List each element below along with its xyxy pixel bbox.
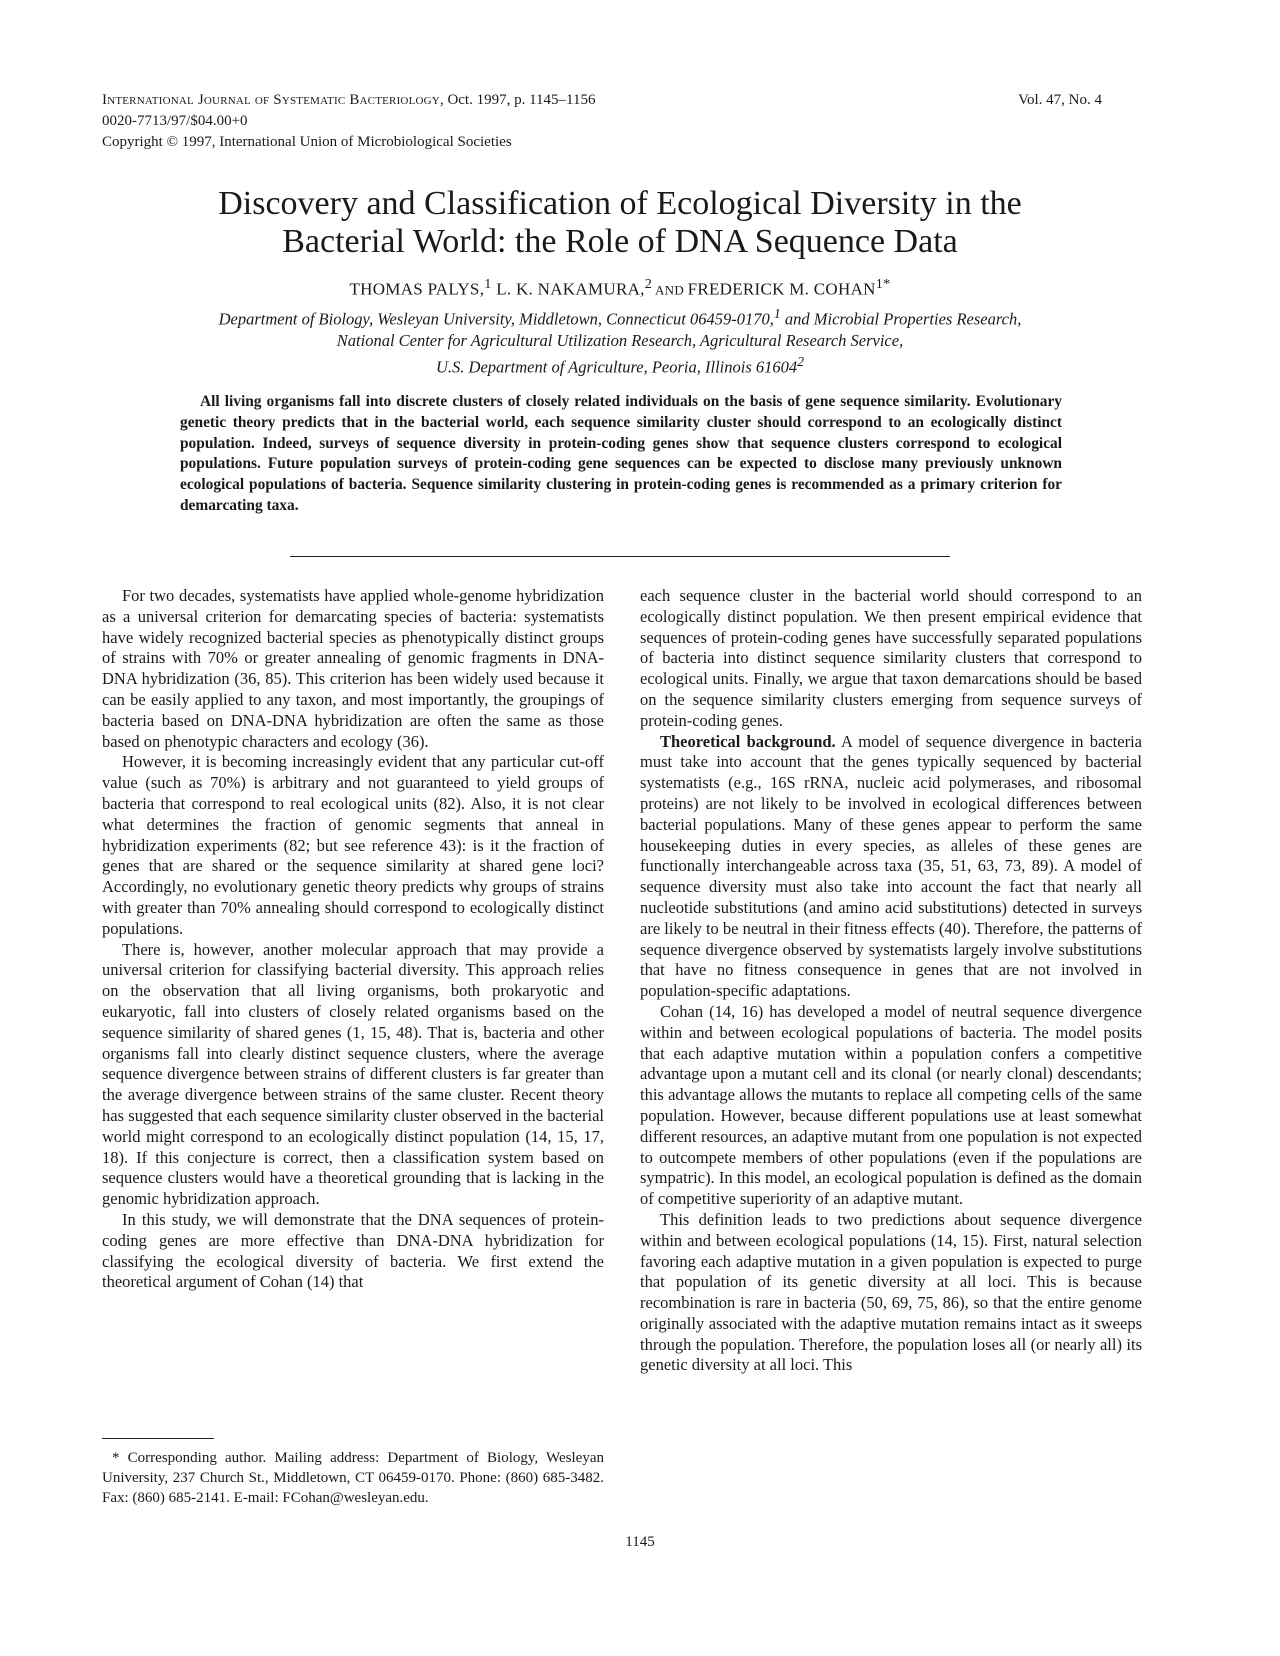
author-cohan: FREDERICK M. COHAN [687, 279, 876, 299]
affiliation-marker: 2 [797, 353, 804, 369]
affiliation-marker: 2 [644, 276, 653, 292]
body-paragraph: There is, however, another molecular approach that may provide a universal criterion for classifying bacterial diversity. This approach relies on the observation that all living organisms, both prokaryotic and eukaryotic, fall into clusters of closely related organisms based on the sequence similarity of shared genes (1, 15, 48). That is, bacteria and other organisms fall into clearly distinct sequence clusters, where the average sequence divergence between strains of different clusters is far greater than the average divergence between strains of the same cluster. Recent theory has suggested that each sequence similarity cluster observed in the bacterial world might correspond to an ecologically distinct population (14, 15, 17, 18). If this conjecture is correct, then a classification system based on sequence clusters would have a theoretical grounding that is lacking in the genomic hybridization approach. [102, 939, 604, 1209]
affiliation-line-2: National Center for Agricultural Utilization Research, Agricultural Research Service, [336, 330, 904, 350]
affiliation-text: U.S. Department of Agriculture, Peoria, Illinois 61604 [435, 357, 798, 376]
volume-issue: Vol. 47, No. 4 [1018, 92, 1102, 108]
title-line-1: Discovery and Classification of Ecological Diversity in the [218, 185, 1022, 222]
author-conjunction: AND [652, 282, 688, 298]
affiliations [130, 303, 1110, 377]
citation-details: , Oct. 1997, p. 1145–1156 [439, 92, 596, 108]
abstract: All living organisms fall into discrete clusters of closely related individuals on the basis of gene sequence similarity. Evolutionary genetic theory predicts that in the bacterial world, each sequence similarity cluster should correspond to an ecologically distinct population. Indeed, surveys of sequence diversity in protein-coding genes show that sequence clusters correspond to ecological populations. Future population surveys of protein-coding gene sequences can be expected to disclose many previously unknown ecological populations of bacteria. Sequence similarity clustering in protein-coding genes is recommended as a primary criterion for demarcating taxa. [180, 393, 1062, 514]
copyright-line: Copyright © 1997, International Union of Microbiological Societies [102, 134, 512, 150]
running-head [102, 90, 1102, 153]
body-paragraph [640, 732, 1142, 1002]
body-paragraph: Cohan (14, 16) has developed a model of neutral sequence divergence within and between ecological populations of bacteria. The model posits that each adaptive mutation within a population confers a competitive advantage upon a mutant cell and its clonal (or nearly clonal) descendants; this advantage allows the mutants to replace all competing cells of the same population. However, because different populations use at least somewhat different resources, an adaptive mutant from one population is not expected to outcompete members of other populations (even if the populations are sympatric). In this model, an ecological population is defined as the domain of competitive superiority of an adaptive mutant. [640, 1001, 1142, 1209]
abstract-divider [290, 556, 950, 557]
journal-name: International Journal of Systematic Bacteriology [102, 92, 440, 108]
corresponding-author-footnote: * Corresponding author. Mailing address: Department of Biology, Wesleyan University, 237 Church St., Middletown, CT 06459-0170. Phone: (860) 685-3482. Fax: (860) 685-2141. E-mail: FCohan@wesleyan.edu. [102, 1450, 604, 1506]
affiliation-line-1 [130, 303, 1110, 330]
author-list [120, 273, 1120, 302]
affiliation-marker: 1 [875, 276, 884, 292]
affiliation-text: Department of Biology, Wesleyan University, Middletown, Connecticut 06459-0170, [218, 309, 774, 329]
affiliation-marker: 1 [773, 306, 781, 321]
body-paragraph: In this study, we will demonstrate that the DNA sequences of protein-coding genes are more effective than DNA-DNA hybridization for classifying the ecological diversity of bacteria. We first extend the theoretical argument of Cohan (14) that [102, 1209, 604, 1292]
author-nakamura: L. K. NAKAMURA, [491, 279, 645, 299]
body-paragraph: This definition leads to two predictions about sequence divergence within and between ecological populations (14, 15). First, natural selection favoring each adaptive mutation in a given population is expected to purge that population of its genetic diversity at all loci. This is because recombination is rare in bacteria (50, 69, 75, 86), so that the entire genome originally associated with the adaptive mutation remains intact as it sweeps through the population. Therefore, the population loses all (or nearly all) its genetic diversity at all loci. This [640, 1209, 1142, 1375]
paper-title [120, 185, 1120, 261]
corresponding-author-marker: * [883, 276, 891, 292]
right-column [640, 586, 1142, 1376]
author-palys: THOMAS PALYS, [349, 279, 485, 299]
body-paragraph: However, it is becoming increasingly evident that any particular cut-off value (such as 70%) is arbitrary and not guaranteed to yield groups of bacteria that correspond to real ecological units (82). Also, it is not clear what determines the fraction of genomic segments that anneal in hybridization experiments (82; but see reference 43): is it the fraction of genes that are shared or the sequence similarity at shared gene loci? Accordingly, no evolutionary genetic theory predicts why groups of strains with greater than 70% annealing should correspond to ecologically distinct populations. [102, 752, 604, 938]
citation-line [102, 90, 1102, 111]
left-column [102, 586, 604, 1293]
footnote-divider [102, 1438, 214, 1439]
paragraph-text: A model of sequence divergence in bacteria must take into account that the genes typically sequenced by bacterial systematists (e.g., 16S rRNA, nucleic acid polymerases, and ribosomal proteins) are not likely to be involved in ecological differences between bacterial populations. Many of these genes appear to perform the same housekeeping duties in every species, as alleles of these genes are functionally interchangeable across taxa (35, 51, 63, 73, 89). A model of sequence diversity must also take into account the fact that nearly all nucleotide substitutions (and amino acid substitutions) detected in surveys are likely to be neutral in their fitness effects (40). Therefore, the patterns of sequence divergence observed by systematists largely involve substitutions that have no fitness consequence in genes that are not involved in population-specific adaptations. [640, 731, 1142, 1001]
issn-line: 0020-7713/97/$04.00+0 [102, 113, 248, 129]
body-paragraph: For two decades, systematists have applied whole-genome hybridization as a universal criterion for demarcating species of bacteria: systematists have widely recognized bacterial species as phenotypically distinct groups of strains with 70% or greater annealing of genomic fragments in DNA-DNA hybridization (36, 85). This criterion has been widely used because it can be easily applied to any taxon, and most importantly, the groupings of bacteria based on DNA-DNA hybridization are often the same as those based on phenotypic characters and ecology (36). [102, 586, 604, 751]
page-number: 1145 [625, 1534, 655, 1550]
affiliation-text: and Microbial Properties Research, [780, 309, 1022, 329]
body-paragraph: each sequence cluster in the bacterial world should correspond to an ecologically distinct population. We then present empirical evidence that sequences of protein-coding genes have successfully separated populations of bacteria into distinct sequence similarity clusters that correspond to ecological units. Finally, we argue that taxon demarcations should be based on the sequence similarity clusters emerging from sequence surveys of protein-coding genes. [640, 586, 1142, 730]
affiliation-line-3 [130, 351, 1110, 378]
section-heading-theoretical-background: Theoretical background. [660, 731, 836, 751]
affiliation-marker: 1 [484, 276, 492, 292]
title-line-2: Bacterial World: the Role of DNA Sequence Data [282, 223, 958, 260]
